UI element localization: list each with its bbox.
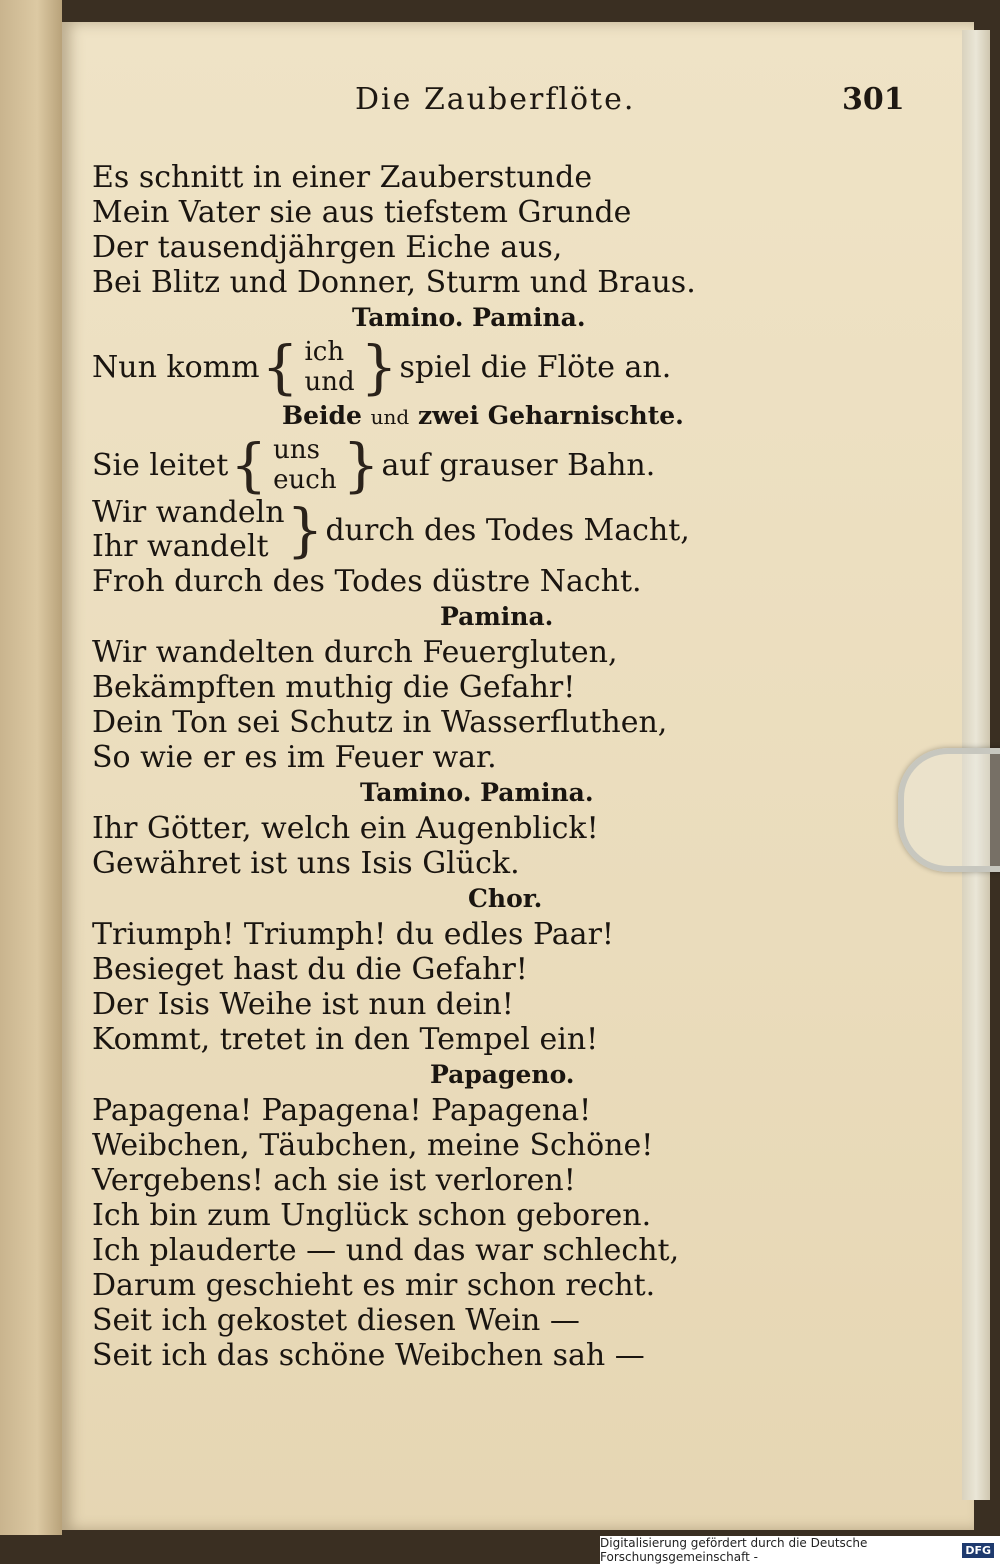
brace-line [92, 431, 712, 499]
verse-line: Es schnitt in einer Zauberstunde [92, 160, 593, 195]
footer-text: Digitalisierung gefördert durch die Deutsche Forschungsgemeinschaft - [600, 1536, 868, 1564]
brace-options [92, 496, 285, 564]
speaker-heading [282, 398, 712, 434]
verse-line: So wie er es im Feuer war. [92, 740, 497, 775]
brace-text-after: auf grauser Bahn. [381, 447, 656, 483]
speaker-part: und [370, 405, 410, 429]
brace-symbol: { [261, 333, 299, 401]
verse-line: Dein Ton sei Schutz in Wasserfluthen, [92, 705, 668, 740]
verse-line: Der tausendjährgen Eiche aus, [92, 230, 563, 265]
dfg-logo: DFG [962, 1543, 994, 1558]
verse-line: Gewähret ist uns Isis Glück. [92, 846, 520, 881]
verse-line: Mein Vater sie aus tiefstem Grunde [92, 195, 632, 230]
speaker-heading: Papageno. [430, 1060, 575, 1089]
option-bottom: Ihr wandelt [92, 529, 269, 564]
left-page-edge [0, 0, 62, 1535]
verse-line: Ihr Götter, welch ein Augenblick! [92, 811, 599, 846]
option-bottom: und [304, 367, 355, 397]
verse-line: Darum geschieht es mir schon recht. [92, 1268, 656, 1303]
verse-line: Seit ich das schöne Weibchen sah — [92, 1338, 645, 1373]
brace-symbol: { [230, 431, 268, 499]
option-bottom: euch [273, 465, 337, 495]
speaker-part: zwei Geharnischte. [417, 401, 684, 430]
speaker-heading: Tamino. Pamina. [360, 778, 594, 807]
brace-symbol: } [360, 333, 398, 401]
option-top: ich [304, 337, 345, 367]
brace-text-after: spiel die Flöte an. [399, 349, 672, 385]
brace-symbol: } [286, 496, 324, 564]
verse-line: Ich bin zum Unglück schon geboren. [92, 1198, 652, 1233]
option-top: uns [273, 435, 320, 465]
brace-options [273, 435, 336, 495]
verse-line: Kommt, tretet in den Tempel ein! [92, 1022, 599, 1057]
verse-line: Bekämpften muthig die Gefahr! [92, 670, 576, 705]
brace-line [92, 496, 712, 564]
verse-line: Seit ich gekostet diesen Wein — [92, 1303, 580, 1338]
running-title: Die Zauberflöte. [355, 82, 636, 117]
brace-text-after: durch des Todes Macht, [325, 512, 690, 548]
verse-line: Der Isis Weihe ist nun dein! [92, 987, 514, 1022]
option-top: Wir wandeln [92, 495, 285, 530]
verse-line: Wir wandelten durch Feuergluten, [92, 635, 618, 670]
brace-text-before: Nun komm [92, 349, 260, 385]
brace-text-before: Sie leitet [92, 447, 229, 483]
verse-line: Froh durch des Todes düstre Nacht. [92, 564, 642, 599]
libretto-text [92, 160, 712, 1373]
brace-symbol: } [342, 431, 380, 499]
speaker-heading: Pamina. [440, 602, 554, 631]
digitization-footer [600, 1536, 1000, 1564]
page-clip [898, 748, 1000, 872]
verse-line: Besieget hast du die Gefahr! [92, 952, 528, 987]
brace-line [92, 333, 712, 401]
verse-line: Ich plauderte — und das war schlecht, [92, 1233, 680, 1268]
verse-line: Vergebens! ach sie ist verloren! [92, 1163, 576, 1198]
speaker-heading: Tamino. Pamina. [352, 303, 586, 332]
verse-line: Triumph! Triumph! du edles Paar! [92, 917, 614, 952]
verse-line: Bei Blitz und Donner, Sturm und Braus. [92, 265, 696, 300]
brace-options [304, 337, 354, 397]
speaker-part: Beide [282, 401, 362, 430]
speaker-heading: Chor. [468, 884, 543, 913]
verse-line: Weibchen, Täubchen, meine Schöne! [92, 1128, 654, 1163]
page-number: 301 [842, 82, 905, 117]
verse-line: Papagena! Papagena! Papagena! [92, 1093, 592, 1128]
